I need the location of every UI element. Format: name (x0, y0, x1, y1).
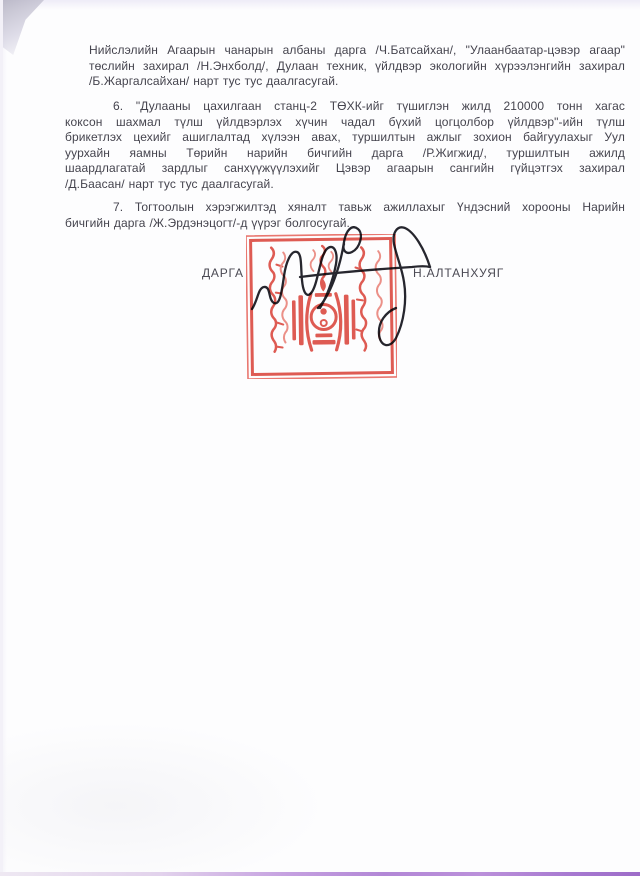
paragraph-line: 7. Тогтоолын хэрэгжилтэд хяналт тавьж ажиллахыг Үндэсний хорооны Нарийн (113, 200, 625, 214)
scan-corner-artifact (0, 0, 44, 55)
paragraph-line: бичгийн дарга /Ж.Эрдэнэцогт/-д үүрэг болгосугай. (65, 215, 350, 230)
scan-left-edge (0, 0, 3, 876)
paragraph-line: төслийн захирал /Н.Энхболд/, Дулаан техник, үйлдвэр экологийн хүрээлэнгийн захирал (89, 58, 625, 73)
paragraph-line: Нийслэлийн Агаарын чанарын албаны дарга /Ч.Батсайхан/, "Улаанбаатар-цэвэр агаар" (89, 43, 625, 57)
paragraph-line: уурхайн яамны Төрийн нарийн бичгийн дарга /Р.Жигжид/, туршилтын ажилд (65, 145, 625, 160)
paragraph-line: коксон шахмал түлш үйлдвэрлэх хүчин чадал бүхий цогцолбор үйлдвэр"-ийн түлш (65, 114, 625, 129)
signer-name-label: Н.АЛТАНХУЯГ (413, 266, 505, 280)
paragraph-line: /Б.Жаргалсайхан/ нарт тус тус даалгасугай. (89, 74, 339, 88)
paragraph-line: 6. "Дулааны цахилгаан станц-2 ТӨХК-ийг түшиглэн жилд 210000 тонн хагас (113, 99, 625, 113)
scanner-bottom-edge (0, 872, 640, 876)
signer-title-label: ДАРГА (202, 266, 244, 280)
paragraph-clause-6 (65, 99, 625, 192)
handwritten-signature-icon (244, 220, 440, 354)
paragraph-line: /Д.Баасан/ нарт тус тус даалгасугай. (65, 176, 274, 191)
paragraph-line: шаардлагатай зардлыг санхүүжүүлэхийг Цэвэр агаарын сангийн гүйцэтгэх захирал (65, 161, 625, 175)
paragraph-line: брикетлэх цехийг ашиглалтад хүлээн авах, туршилтын ажлыг зохион байгуулахыг Уул (65, 130, 625, 144)
paragraph-clause-5-continuation (89, 43, 625, 90)
